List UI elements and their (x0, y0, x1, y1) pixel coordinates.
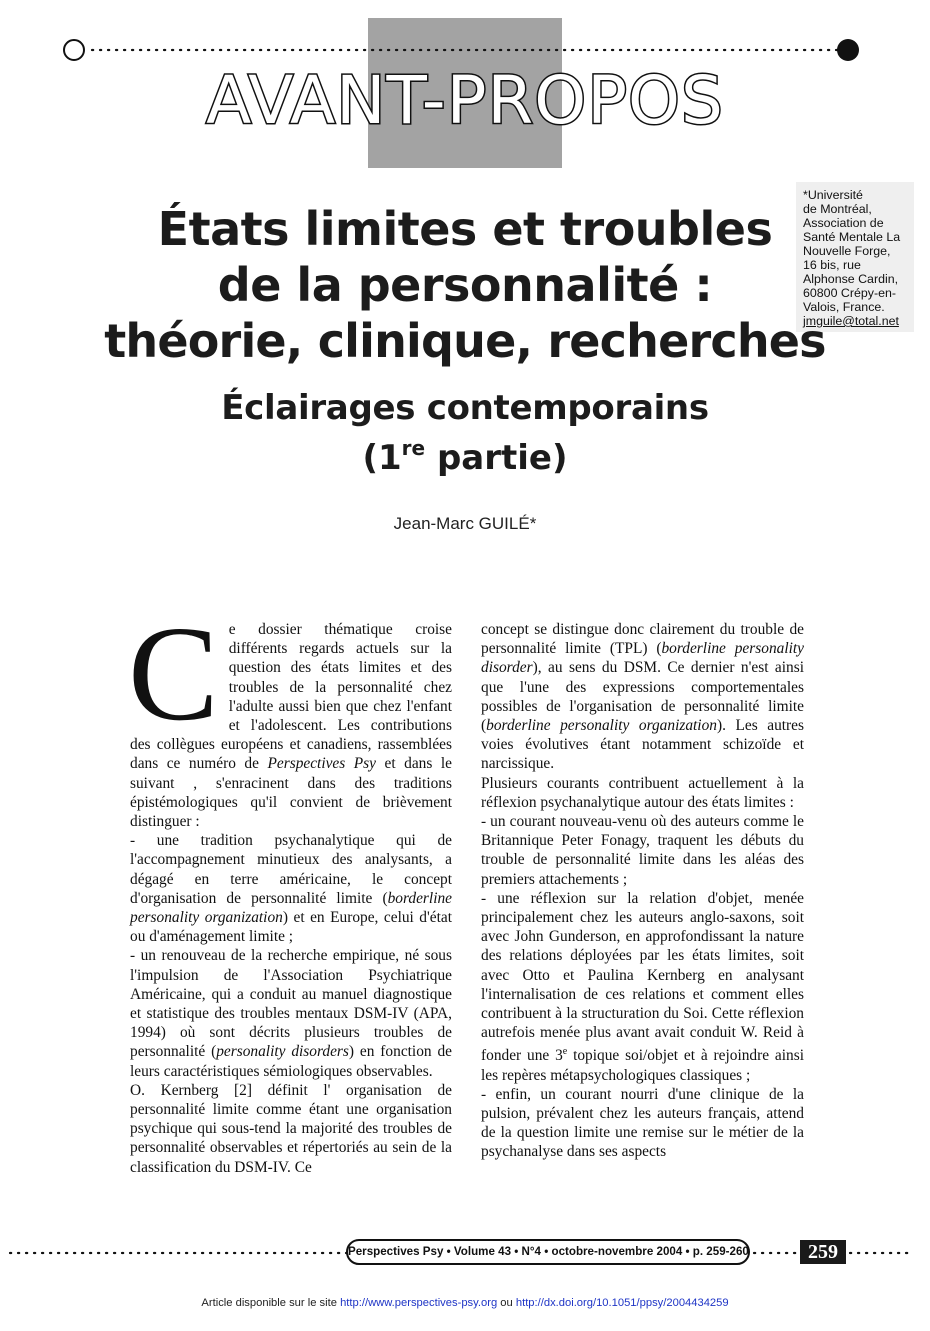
affiliation-line: Alphonse Cardin, (803, 272, 899, 286)
part-close: partie) (425, 438, 568, 478)
journal-citation: Perspectives Psy • Volume 43 • N°4 • octobre-novembre 2004 • p. 259-260 (346, 1239, 750, 1265)
article-subtitle: Éclairages contemporains (221, 388, 709, 428)
site-link[interactable]: http://www.perspectives-psy.org (340, 1297, 498, 1309)
paragraph: concept se distingue donc clairement du trouble de personnalité limite (TPL) (borderline personality disorder), au sens du DSM. Ce dernier n'est ainsi que l'une des expressions comportementales possibles de l'organisation de personnalité limite (borderline personality organization). Les autres voies évolutives étant notamment schizoïde et narcissique. (481, 621, 805, 773)
article-title-line-1: États limites et troubles (157, 202, 773, 256)
list-item: - un courant nouveau-venu où des auteurs comme le Britannique Peter Fonagy, traquent les débuts du trouble de personnalité limite dans les aléas des premiers attachements ; (481, 813, 804, 888)
availability-note: Article disponible sur le site http://www.perspectives-psy.org ou http://dx.doi.org/10.1051/ppsy/2004434259 (201, 1297, 729, 1309)
page-number: 259 (800, 1240, 846, 1264)
author-email-link[interactable]: jmguile@total.net (803, 314, 899, 328)
paragraph: Plusieurs courants contribuent actuellement à la réflexion psychanalytique autour des états limites : (481, 774, 804, 811)
list-item: - une réflexion sur la relation d'objet, menée principalement chez les auteurs anglo-saxons, soit avec John Gunderson, en approfondissant la nature des relations déployées par les états limites, soit avec Otto et Paulina Kernberg en analysant l'internalisation de ces relations et comment elles contribuent à la structuration du Soi. Cette réflexion autrefois menée plus avant avait conduit W. Reid à fonder une 3e topique soi/objet et à rejoindre ainsi les repères métapsychologiques classiques ; (481, 889, 804, 1084)
article-part (0, 436, 930, 478)
top-dotted-rule (62, 38, 862, 62)
affiliation-line: *Université (803, 188, 863, 202)
part-superscript: re (401, 436, 426, 460)
list-item: - enfin, un courant nourri d'une clinique de la pulsion, prévalent chez les auteurs français, attend de la question limite une remise sur le métier de la psychanalyse dans ses aspects (481, 1085, 804, 1161)
affiliation-line: 60800 Crépy-en- (803, 286, 896, 300)
article-author: Jean-Marc GUILÉ* (393, 514, 537, 533)
affiliation-line: Nouvelle Forge, (803, 244, 891, 258)
drop-cap: C (128, 599, 219, 749)
section-heading: AVANT-PROPOS (206, 62, 724, 139)
doi-link[interactable]: http://dx.doi.org/10.1051/ppsy/2004434259 (515, 1297, 729, 1309)
article-title-line-3: théorie, clinique, recherches (104, 314, 826, 368)
affiliation-line: Valois, France. (803, 300, 885, 314)
list-item: - une tradition psychanalytique qui de l'accompagnement minutieux des analysants, a dégagé en terre américaine, le concept d'organisation de personnalité limite (borderline personality organization) et en Europe, celui d'état ou d'aménagement limite ; (130, 832, 452, 946)
journal-name: Perspectives Psy (267, 755, 376, 773)
part-open: (1 (362, 438, 402, 478)
affiliation-line: Santé Mentale La (803, 230, 901, 244)
list-item: - un renouveau de la recherche empirique, né sous l'impulsion de l'Association Psychiatrique Américaine, qui a conduit au manuel diagnostique et statistique des troubles mentaux DSM-IV (APA, 1994) où sont décrits plusieurs troubles de personnalité (personality disorders) en fonction de leurs caractéristiques sémiologiques observables. (130, 947, 452, 1080)
affiliation-line: Association de (803, 216, 884, 230)
article-title-line-2: de la personnalité : (217, 258, 713, 312)
affiliation-line: 16 bis, rue (803, 258, 861, 272)
paragraph: O. Kernberg [2] définit l' organisation de personnalité limite comme étant une organisation psychique qui sous-tend la majorité des troubles de personnalité observables et répertoriés au sein de la classification du DSM-IV. Ce (130, 1081, 452, 1176)
affiliation-line: de Montréal, (803, 202, 872, 216)
paragraph: Ce dossier thématique croise différents regards actuels sur la question des états limites et des troubles de la personnalité chez l'adulte aussi bien que chez l'enfant et l'adolescent. Les contributions des collègues européens et canadiens, rassemblées dans ce numéro de Perspectives Psy et dans le suivant , s'enracinent dans des traditions épistémologiques qu'il convient de brièvement distinguer : (128, 599, 452, 831)
body-column-left (128, 599, 452, 1177)
body-column-right (481, 620, 804, 1162)
